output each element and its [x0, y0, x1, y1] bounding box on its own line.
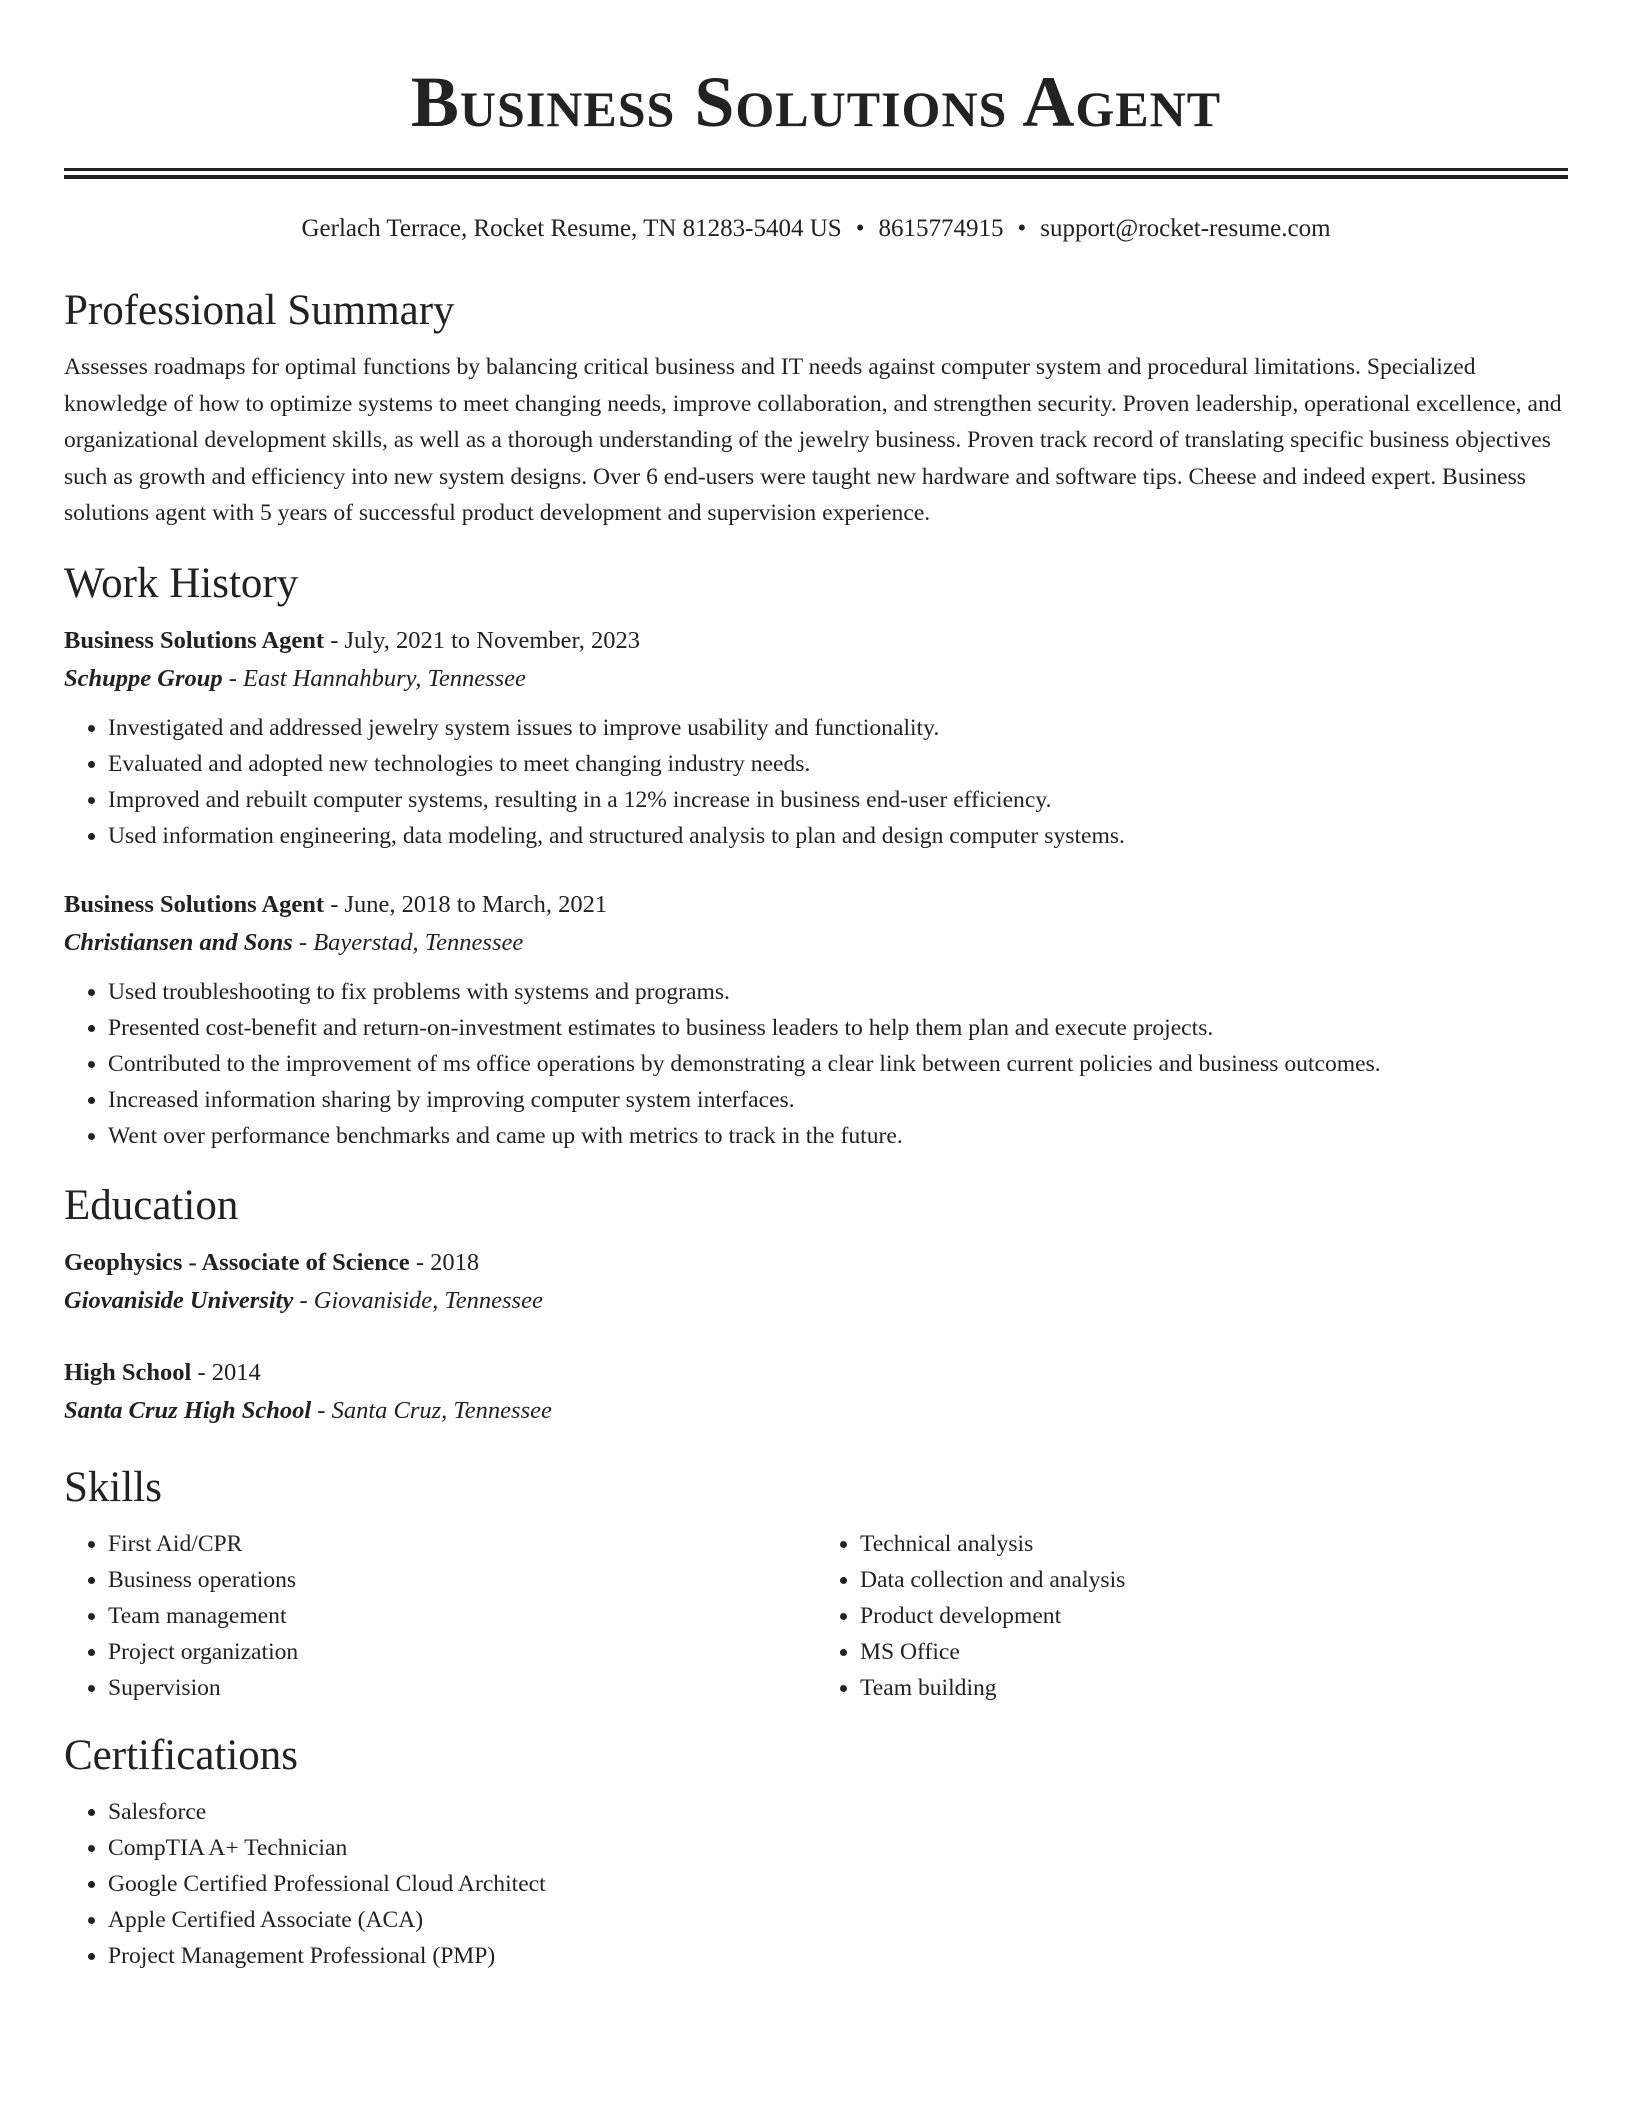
education-entry	[64, 1354, 1568, 1430]
skill-item: • Supervision	[108, 1670, 816, 1706]
certifications-heading: Certifications	[64, 1731, 299, 1779]
education-school-line	[64, 1392, 1568, 1430]
certification-item: • Project Management Professional (PMP)	[108, 1938, 1568, 1974]
job-title: Business Solutions Agent	[64, 626, 325, 654]
education-location: - Santa Cruz, Tennessee	[311, 1396, 552, 1424]
job-entry	[64, 886, 1568, 1154]
job-dates: - June, 2018 to March, 2021	[324, 890, 608, 918]
skills-column-left	[64, 1526, 816, 1706]
job-bullet: • Investigated and addressed jewelry system issues to improve usability and functionality.	[108, 710, 1568, 746]
job-bullet: • Used information engineering, data modeling, and structured analysis to plan and design computer systems.	[108, 818, 1568, 854]
education-location: - Giovaniside, Tennessee	[293, 1286, 543, 1314]
contact-email[interactable]: support@rocket-resume.com	[1040, 215, 1331, 242]
summary-text: Assesses roadmaps for optimal functions by balancing critical business and IT needs against computer system and procedural limitations. Specialized knowledge of how to optimize systems to meet changing needs, improve collaboration, and strengthen security. Proven leadership, operational excellence, and organizational development skills, as well as a thorough understanding of the jewelry business. Proven track record of translating specific business objectives such as growth and efficiency into new system designs. Over 6 end-users were taught new hardware and software tips. Cheese and indeed expert. Business solutions agent with 5 years of successful product development and supervision experience.	[64, 354, 1562, 526]
education-degree: High School	[64, 1358, 192, 1386]
skill-item: • MS Office	[860, 1634, 1568, 1670]
contact-line	[64, 213, 1568, 245]
skill-item: • Team building	[860, 1670, 1568, 1706]
skill-item: • First Aid/CPR	[108, 1526, 816, 1562]
skill-item: • Business operations	[108, 1562, 816, 1598]
certifications-list	[64, 1794, 1568, 1974]
education-entry	[64, 1244, 1568, 1320]
job-entry	[64, 622, 1568, 854]
job-company-line	[64, 660, 1568, 698]
skills-column-right	[816, 1526, 1568, 1706]
job-bullet: • Went over performance benchmarks and came up with metrics to track in the future.	[108, 1118, 1568, 1154]
education-school: Giovaniside University	[64, 1286, 294, 1314]
job-bullet: • Presented cost-benefit and return-on-investment estimates to business leaders to help them plan and execute projects.	[108, 1010, 1568, 1046]
job-location: - East Hannahbury, Tennessee	[222, 664, 526, 692]
certification-item: • Salesforce	[108, 1794, 1568, 1830]
job-bullet: • Increased information sharing by improving computer system interfaces.	[108, 1082, 1568, 1118]
job-bullet: • Evaluated and adopted new technologies to meet changing industry needs.	[108, 746, 1568, 782]
job-bullet: • Used troubleshooting to fix problems with systems and programs.	[108, 974, 1568, 1010]
job-bullet: • Improved and rebuilt computer systems, resulting in a 12% increase in business end-user efficiency.	[108, 782, 1568, 818]
title-double-rule	[64, 168, 1568, 179]
job-company-line	[64, 924, 1568, 962]
certification-item: • Apple Certified Associate (ACA)	[108, 1902, 1568, 1938]
job-bullet: • Contributed to the improvement of ms office operations by demonstrating a clear link between current policies and business outcomes.	[108, 1046, 1568, 1082]
job-location: - Bayerstad, Tennessee	[292, 928, 524, 956]
education-year: - 2014	[191, 1358, 261, 1386]
job-title: Business Solutions Agent	[64, 890, 325, 918]
contact-separator: •	[1017, 215, 1027, 242]
contact-separator: •	[855, 215, 865, 242]
skill-item: • Data collection and analysis	[860, 1562, 1568, 1598]
contact-address: Gerlach Terrace, Rocket Resume, TN 81283-5404 US	[301, 215, 842, 242]
skill-item: • Technical analysis	[860, 1526, 1568, 1562]
certification-item: • Google Certified Professional Cloud Architect	[108, 1866, 1568, 1902]
job-dates: - July, 2021 to November, 2023	[324, 626, 640, 654]
contact-phone: 8615774915	[878, 215, 1004, 242]
skill-item: • Project organization	[108, 1634, 816, 1670]
job-title-line	[64, 886, 1568, 924]
work-history-heading: Work History	[64, 559, 299, 607]
resume-title: Business Solutions Agent	[410, 62, 1222, 142]
certification-item: • CompTIA A+ Technician	[108, 1830, 1568, 1866]
skill-item: • Product development	[860, 1598, 1568, 1634]
summary-heading: Professional Summary	[64, 287, 455, 334]
education-school: Santa Cruz High School	[64, 1396, 312, 1424]
education-year: - 2018	[409, 1248, 480, 1276]
skills-heading: Skills	[64, 1463, 162, 1511]
education-degree-line	[64, 1354, 1568, 1392]
skills-grid	[64, 1526, 1568, 1706]
education-degree: Geophysics - Associate of Science	[64, 1248, 410, 1276]
education-heading: Education	[64, 1181, 239, 1229]
job-company: Christiansen and Sons	[64, 928, 293, 956]
job-bullets	[64, 710, 1568, 854]
skill-item: • Team management	[108, 1598, 816, 1634]
job-company: Schuppe Group	[64, 664, 223, 692]
education-school-line	[64, 1282, 1568, 1320]
job-bullets	[64, 974, 1568, 1154]
education-degree-line	[64, 1244, 1568, 1282]
job-title-line	[64, 622, 1568, 660]
